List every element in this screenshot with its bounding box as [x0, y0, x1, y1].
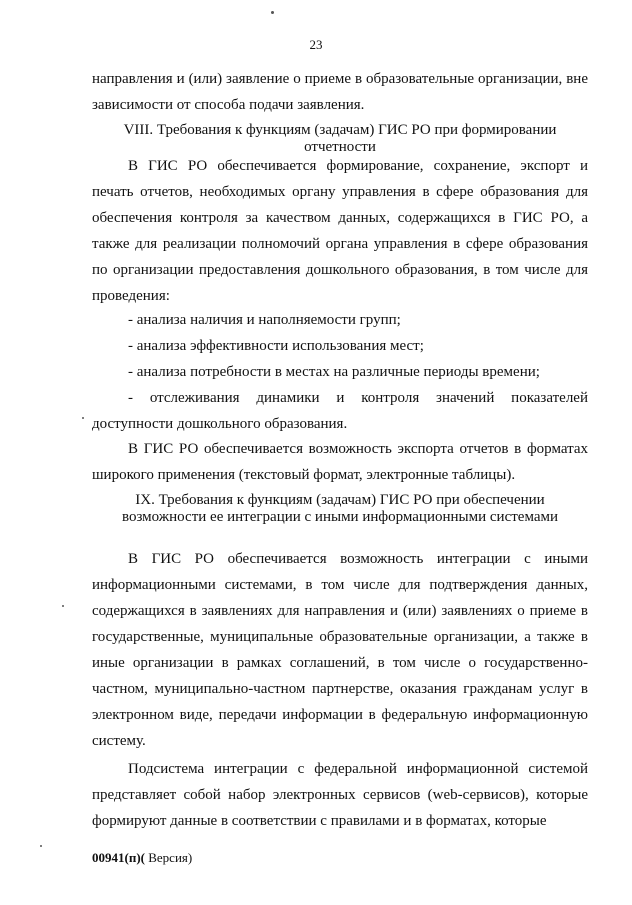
list-item: - анализа потребности в местах на различные периоды времени; [128, 364, 540, 380]
section-8-heading [92, 122, 588, 156]
section-9-paragraph-2: Подсистема интеграции с федеральной информационной системой представляет собой набор электронных сервисов (web-сервисов), которые формируют данные в соответствии с правилами и в форматах, которые [92, 761, 588, 829]
section-9-heading [92, 492, 588, 526]
section-8-heading-line1: VIII. Требования к функциям (задачам) ГИС РО при формировании [123, 122, 557, 138]
intro-continuation: направления и (или) заявление о приеме в образовательные организации, вне зависимости от способа подачи заявления. [92, 71, 588, 113]
scan-speck [40, 845, 42, 847]
section-8-paragraph-1: В ГИС РО обеспечивается формирование, сохранение, экспорт и печать отчетов, необходимых органу управления в сфере образования для обеспечения контроля за качеством данных, содержащихся в ГИС РО, а также для реализации полномочий органа управления в сфере образования по организации предоставления дошкольного образования, в том числе для проведения: [92, 158, 588, 304]
list-item: - анализа эффективности использования мест; [128, 338, 424, 354]
footer-version: Версия) [144, 850, 193, 865]
list-item: - анализа наличия и наполняемости групп; [128, 312, 401, 328]
footer-code: 00941(п)( [92, 850, 145, 865]
section-9-heading-line1: IX. Требования к функциям (задачам) ГИС РО при обеспечении [135, 492, 545, 508]
section-9-paragraph-1: В ГИС РО обеспечивается возможность интеграции с иными информационными системами, в том числе для подтверждения данных, содержащихся в заявлениях для направления и (или) заявлениях о приеме в государственные, муниципальные образовательные организации, а также в иные организации в рамках соглашений, в том числе о государственно-частном, муниципально-частном партнерстве, оказания гражданам услуг в электронном виде, передачи информации в федеральную информационную систему. [92, 551, 588, 749]
section-8-paragraph-2: В ГИС РО обеспечивается возможность экспорта отчетов в форматах широкого применения (текстовый формат, электронные таблицы). [92, 441, 588, 483]
section-9-heading-line2: возможности ее интеграции с иными информационными системами [121, 509, 559, 525]
page-number: 23 [309, 37, 323, 52]
scan-speck [82, 417, 84, 419]
section-8-heading-line2: отчетности [304, 139, 376, 155]
scan-speck [62, 605, 64, 607]
list-item: - отслеживания динамики и контроля значений показателей доступности дошкольного образования. [92, 390, 588, 432]
document-footer [92, 850, 192, 866]
scan-speck [271, 11, 274, 14]
